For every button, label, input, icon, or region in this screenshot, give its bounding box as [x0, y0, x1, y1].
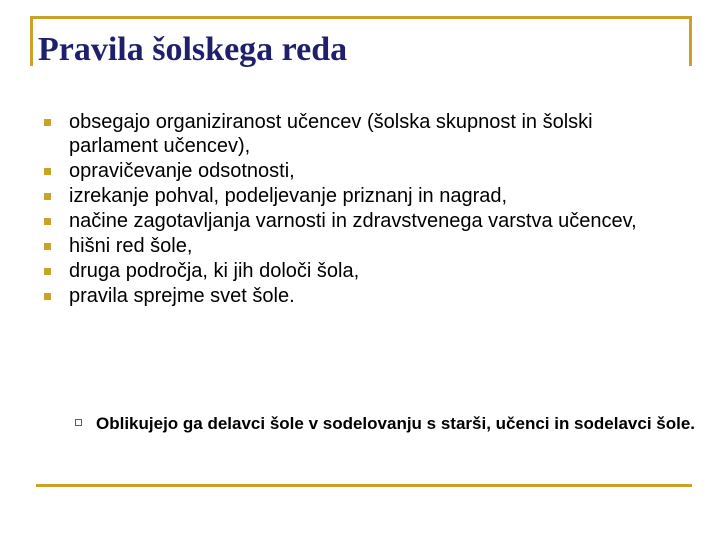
list-item	[44, 259, 664, 283]
bullet-text: hišni red šole,	[69, 235, 193, 257]
bullet-list	[44, 110, 664, 309]
square-bullet-icon	[44, 268, 51, 275]
bottom-divider	[36, 484, 692, 487]
list-item	[44, 209, 664, 233]
square-bullet-icon	[44, 193, 51, 200]
list-item	[44, 110, 664, 158]
square-bullet-icon	[44, 168, 51, 175]
sub-bullet-text: Oblikujejo ga delavci šole v sodelovanju s starši, učenci in sodelavci šole.	[96, 414, 696, 433]
square-bullet-icon	[44, 218, 51, 225]
square-bullet-icon	[44, 293, 51, 300]
bullet-text: izrekanje pohval, podeljevanje priznanj in nagrad,	[69, 185, 508, 207]
bullet-text: opravičevanje odsotnosti,	[69, 160, 295, 182]
list-item	[44, 159, 664, 183]
list-item	[44, 184, 664, 208]
bullet-text: druga področja, ki jih določi šola,	[69, 260, 360, 282]
square-bullet-icon	[44, 119, 51, 126]
bullet-text: obsegajo organiziranost učencev (šolska skupnost in šolski parlament učencev),	[69, 111, 593, 157]
slide-title: Pravila šolskega reda	[38, 31, 348, 68]
hollow-square-bullet-icon	[75, 419, 82, 426]
list-item	[44, 284, 664, 308]
list-item	[44, 234, 664, 258]
bullet-text: pravila sprejme svet šole.	[69, 285, 295, 307]
bullet-text: načine zagotavljanja varnosti in zdravstvenega varstva učencev,	[69, 210, 637, 232]
square-bullet-icon	[44, 243, 51, 250]
title-frame-right-border	[689, 16, 692, 66]
sub-bullet-item	[75, 413, 696, 434]
